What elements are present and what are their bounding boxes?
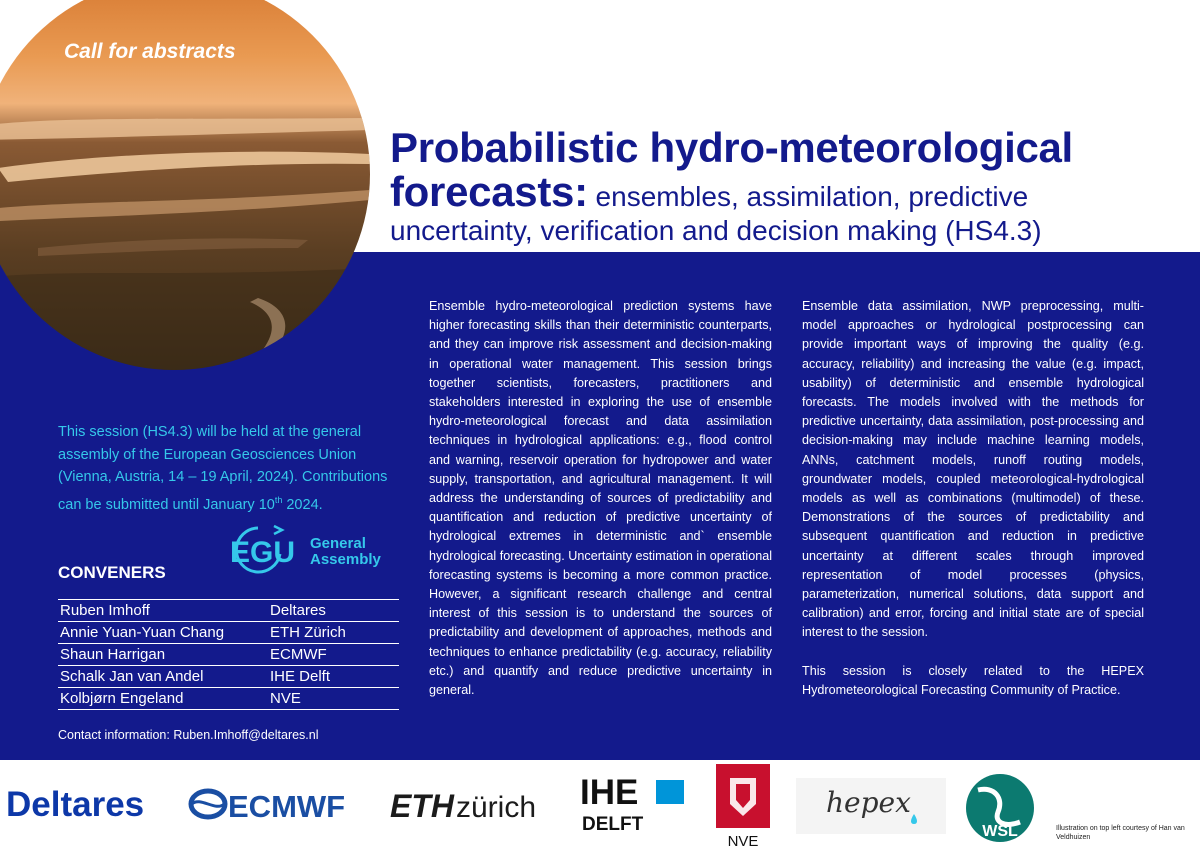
- wsl-logo: [964, 772, 1036, 844]
- title-line-1: Probabilistic hydro-meteorological: [390, 124, 1073, 171]
- ihe-text: IHE: [580, 773, 639, 812]
- title-line-2-big: forecasts:: [390, 168, 588, 215]
- column-2-related-paragraph: This session is closely related to the HEPEX Hydrometeorological Forecasting Community of Practice.: [802, 663, 1144, 697]
- convener-name: Annie Yuan-Yuan Chang: [58, 622, 268, 644]
- wsl-text: WSL: [982, 823, 1018, 840]
- nve-text: NVE: [727, 833, 759, 848]
- convener-name: Ruben Imhoff: [58, 600, 268, 622]
- eth-zurich-logo: [390, 784, 555, 828]
- column-2-paragraph: Ensemble data assimilation, NWP preprocessing, multi-model approaches or hydrological postprocessing can provide important ways of improving the quality (e.g. accuracy, reliability) and increasing the value (e.g. impact, usability) of deterministic and ensemble hydrological forecasts. The models involved with the methods for predictive uncertainty, data assimilation, post-processing and decision-making may include machine learning models, ANNs, catchment models, runoff routing models, groundwater models, coupled meteorological-hydrological models as well as combinations (multimodel) of these. Demonstrations of the sources of predictability and subsequent quantification and reduction in predictive uncertainty at different scales through improved representation of model processes (physics, parameterization, numerical solutions, data support and calibration) and error, forcing and initial state are of special interest to the session.: [802, 299, 1144, 640]
- eth-bold-text: ETH: [390, 788, 454, 824]
- eth-zurich-text: zürich: [456, 791, 537, 824]
- table-row: [58, 622, 399, 644]
- title-line-3: uncertainty, verification and decision making (HS4.3): [390, 215, 1042, 246]
- hepex-text: hepex: [826, 786, 911, 819]
- egu-assembly: Assembly: [310, 551, 381, 568]
- table-row: [58, 644, 399, 666]
- convener-name: Schalk Jan van Andel: [58, 666, 268, 688]
- egu-letters: EGU: [230, 536, 296, 569]
- session-sup: th: [274, 494, 283, 505]
- convener-org: ECMWF: [268, 644, 399, 666]
- contact-information: Contact information: Ruben.Imhoff@deltares.nl: [58, 728, 319, 742]
- hepex-logo: [796, 778, 946, 834]
- ihe-blue-square: [656, 780, 684, 804]
- conveners-heading: CONVENERS: [58, 563, 166, 582]
- convener-org: IHE Delft: [268, 666, 399, 688]
- convener-name: Shaun Harrigan: [58, 644, 268, 666]
- egu-general-assembly-logo: [228, 522, 388, 578]
- convener-name: Kolbjørn Engeland: [58, 688, 268, 710]
- session-info: [58, 421, 398, 516]
- convener-org: Deltares: [268, 600, 399, 622]
- call-for-abstracts-label: Call for abstracts: [64, 40, 236, 63]
- table-row: [58, 600, 399, 622]
- deltares-text: Deltares: [6, 785, 145, 824]
- conveners-table: [58, 599, 399, 710]
- egu-general: General: [310, 535, 366, 552]
- illustration-credit: Illustration on top left courtesy of Han van Veldhuizen: [1056, 825, 1185, 841]
- session-description-column-1: Ensemble hydro-meteorological prediction systems have higher forecasting skills than their deterministic counterparts, and they can improve risk assessment and decision-making in operational water management. This session brings together scientists, forecasters, practitioners and stakeholders interested in exploring the use of ensemble hydro-meteorological forecast and data assimilation techniques in hydrological applications: e.g., flood control and warning, reservoir operation for hydropower and water supply, transportation, and agricultural management. It will address the understanding of sources of predictability and quantification and reduction of predictive uncertainty of hydrological extremes in deterministic and` ensemble hydrological forecasting. Uncertainty estimation in operational forecasting systems is becoming a more common practice. However, a significant research challenge and central interest of this session is to understand the sources of predictability and development of approaches, methods and techniques to enhance predictability (e.g. accuracy, reliability etc.) and quantify and reduce predictive uncertainty in general.: [429, 299, 773, 698]
- convener-org: NVE: [268, 688, 399, 710]
- title-line-2: [390, 168, 1190, 215]
- title-line-2-rest: ensembles, assimilation, predictive: [587, 181, 1029, 212]
- table-row: [58, 688, 399, 710]
- session-text: This session (HS4.3) will be held at the general assembly of the European Geosciences Union (Vienna, Austria, 14 – 19 April, 2024). Contributions can be submitted until January 10: [58, 424, 388, 513]
- session-text-end: 2024.: [282, 496, 323, 513]
- nve-logo: [716, 764, 770, 848]
- ecmwf-text: ECMWF: [228, 789, 346, 824]
- partner-logos-strip: [0, 760, 1200, 848]
- ihe-delft-logo: [580, 772, 690, 834]
- deltares-logo: [6, 782, 170, 826]
- table-row: [58, 666, 399, 688]
- convener-org: ETH Zürich: [268, 622, 399, 644]
- ihe-delft-text: DELFT: [582, 814, 644, 834]
- ecmwf-logo: [188, 784, 370, 828]
- session-description-column-2: [802, 297, 1144, 700]
- poster-title: [390, 124, 1190, 248]
